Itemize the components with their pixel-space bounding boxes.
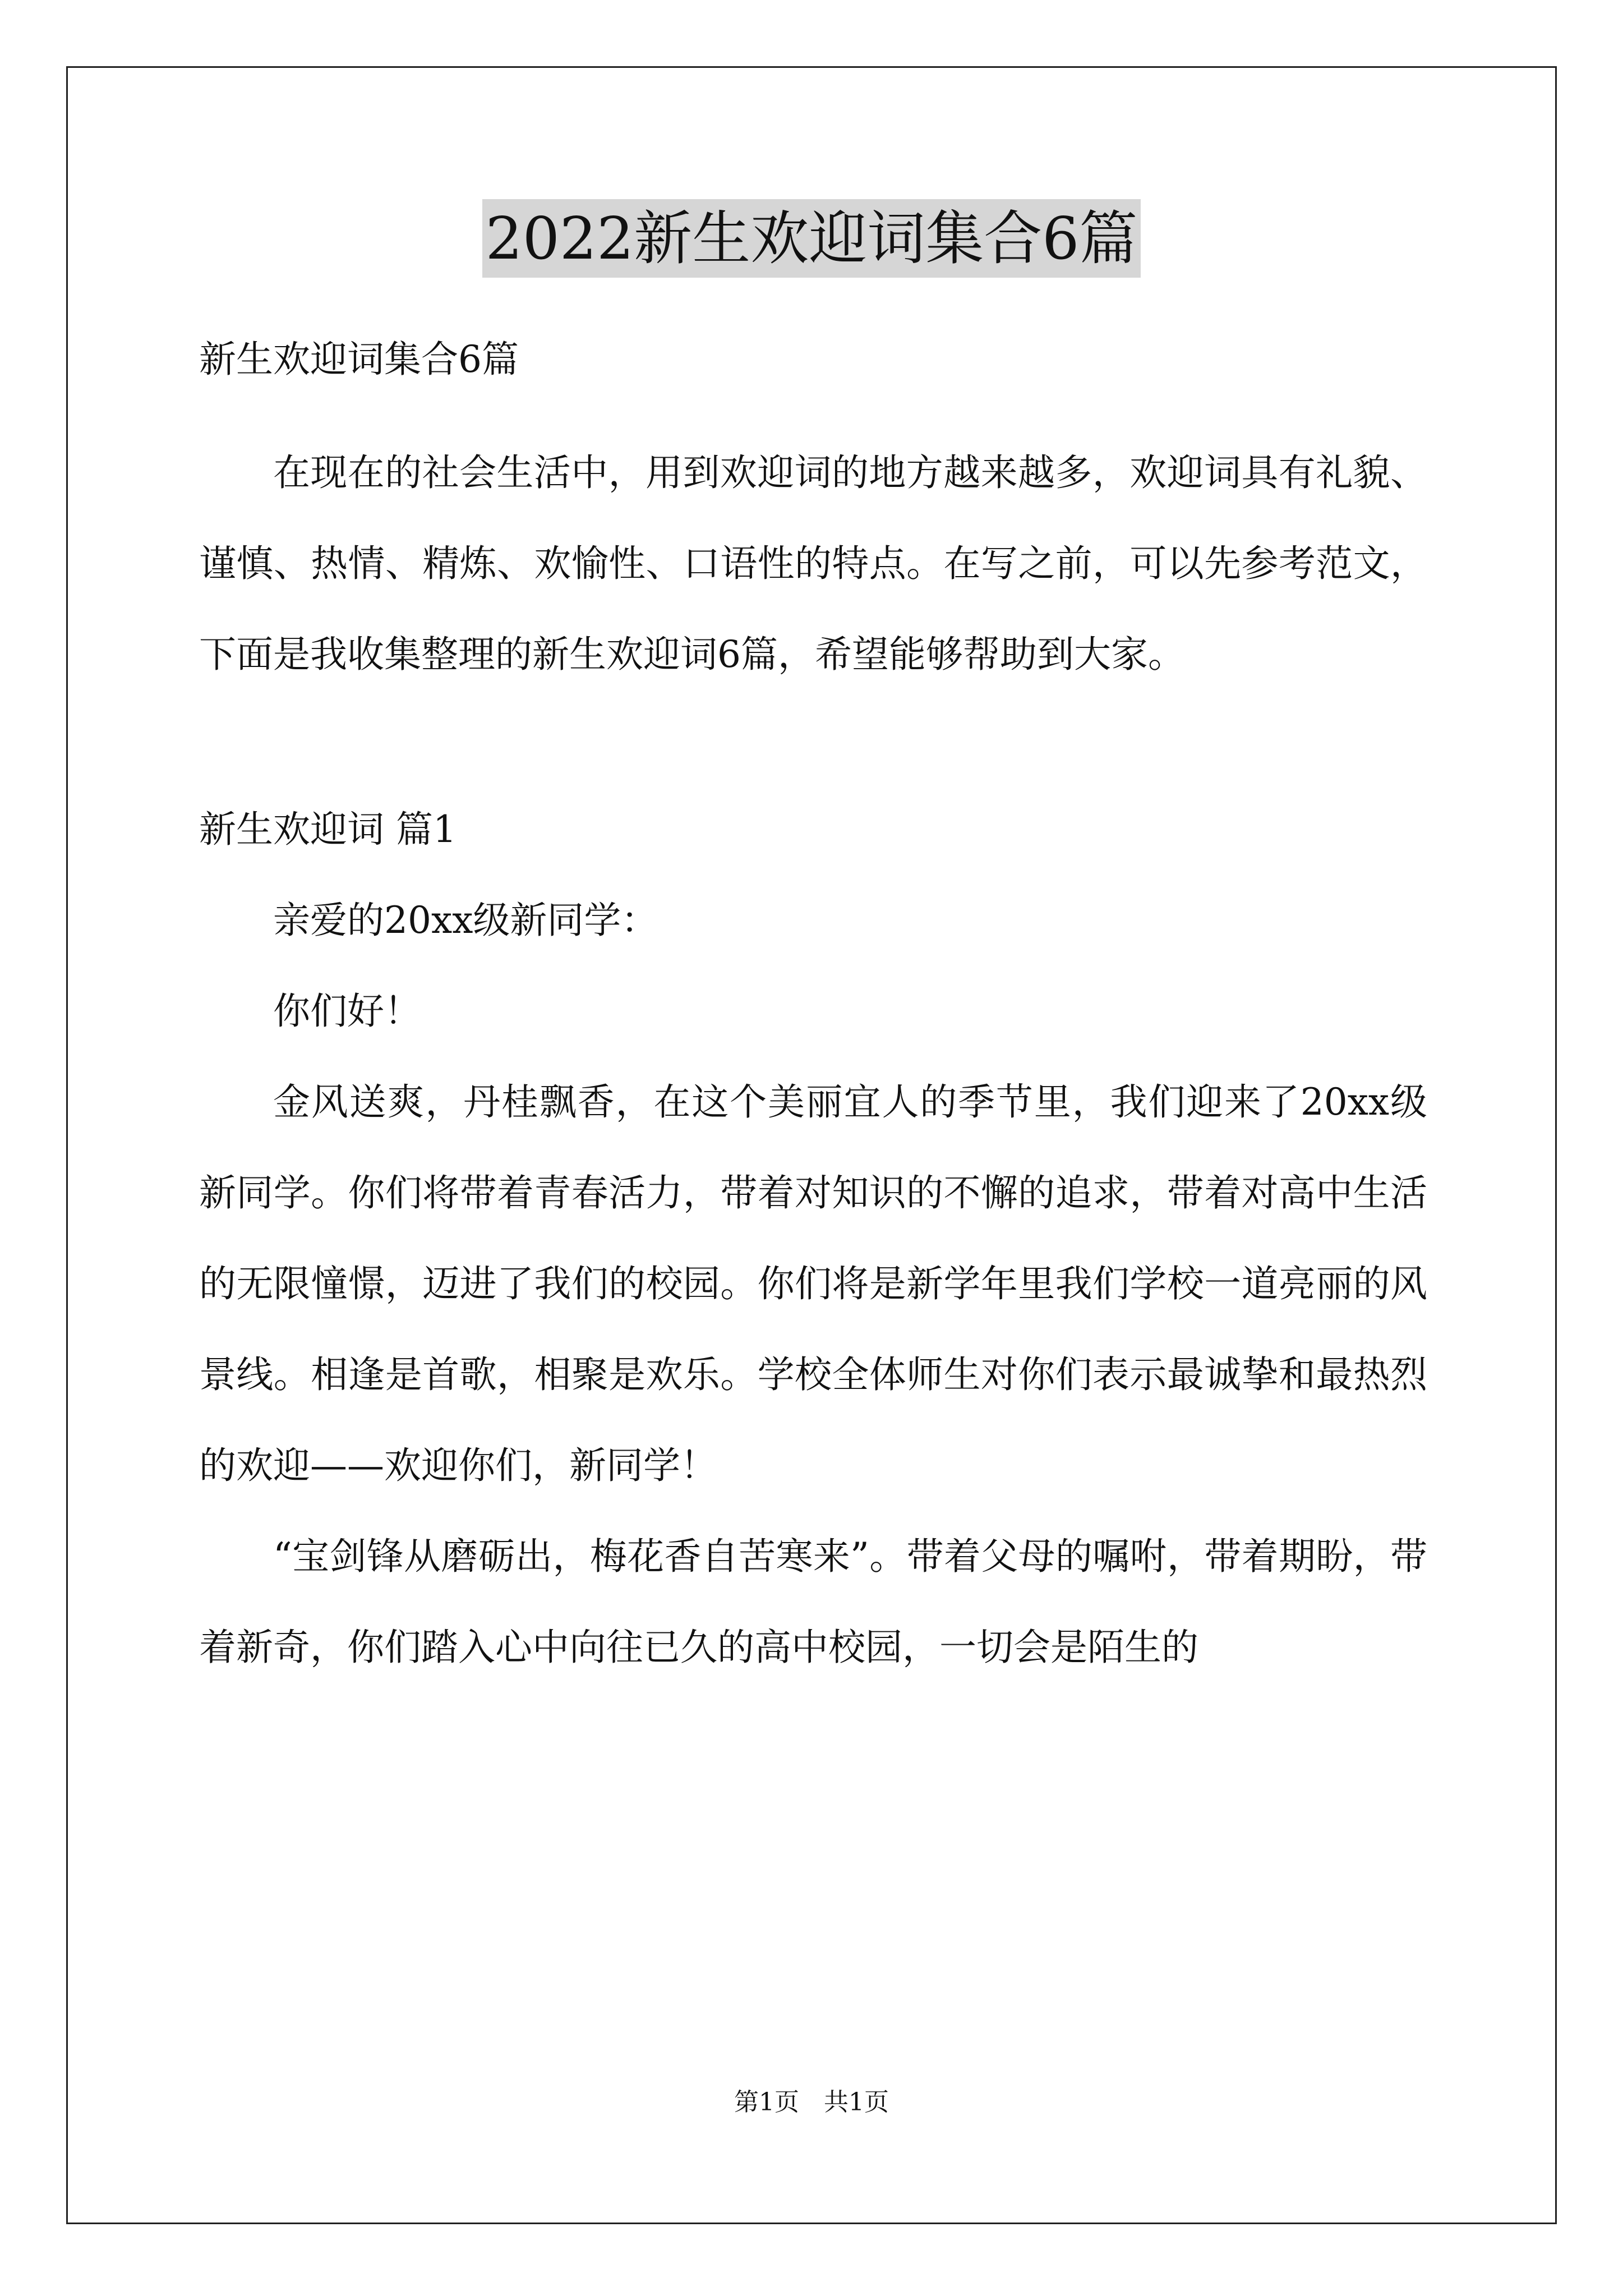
section-heading-1: 新生欢迎词 篇1	[199, 808, 457, 851]
page-footer: 第1页 共1页	[734, 2088, 889, 2116]
greeting-line: 亲爱的20xx级新同学：	[273, 899, 658, 942]
hello-line: 你们好！	[273, 990, 421, 1033]
body-paragraph-1: 金风送爽，丹桂飘香，在这个美丽宜人的季节里，我们迎来了20xx级新同学。你们将带着青春活力，带着对知识的不懈的追求，带着对高中生活的无限憧憬，迈进了我们的校园。你们将是新学年里我们学校一道亮丽的风景线。相逢是首歌，相聚是欢乐。学校全体师生对你们表示最诚挚和最热烈的欢迎——欢迎你们，新同学！	[199, 1080, 1427, 1487]
title-container	[0, 199, 1623, 278]
document-body	[199, 314, 1427, 1693]
intro-paragraph: 在现在的社会生活中，用到欢迎词的地方越来越多，欢迎词具有礼貌、谨慎、热情、精炼、欢愉性、口语性的特点。在写之前，可以先参考范文，下面是我收集整理的新生欢迎词6篇，希望能够帮助到大家。	[199, 451, 1427, 676]
document-subtitle: 新生欢迎词集合6篇	[199, 338, 519, 381]
body-paragraph-2: “宝剑锋从磨砺出，梅花香自苦寒来”。带着父母的嘱咐，带着期盼，带着新奇，你们踏入心中向往已久的高中校园，一切会是陌生的	[199, 1535, 1427, 1669]
document-title: 2022新生欢迎词集合6篇	[482, 199, 1141, 278]
